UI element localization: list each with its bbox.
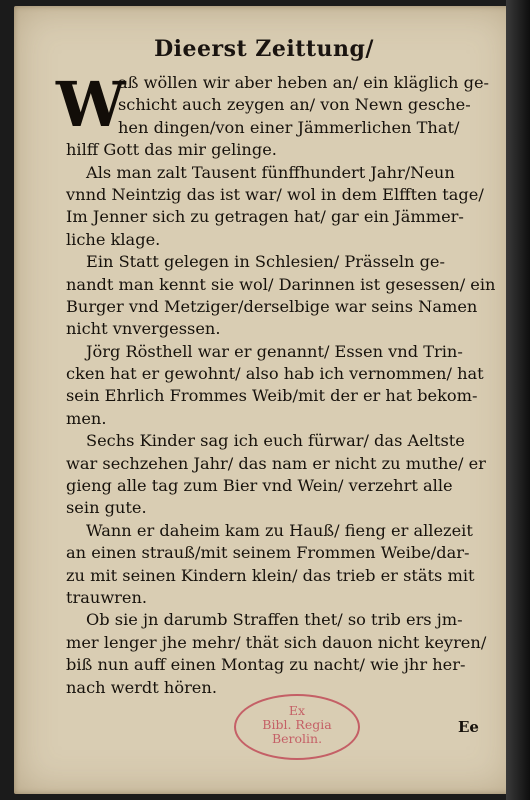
- text-line: nach werdt hören.: [66, 677, 217, 697]
- text-line: men.: [66, 408, 107, 428]
- book-gutter: [506, 0, 530, 800]
- text-line: hilff Gott das mir gelinge.: [66, 140, 277, 160]
- text-line: nandt man kennt sie wol/ Darinnen ist gesessen/ ein: [66, 274, 496, 294]
- text-line: Burger vnd Metziger/derselbige war seins Namen: [66, 296, 478, 316]
- drop-initial: W: [56, 68, 126, 141]
- text-line: war sechzehen Jahr/ das nam er nicht zu muthe/ er: [66, 453, 486, 473]
- text-line: zu mit seinen Kindern klein/ das trieb er stäts mit: [66, 565, 475, 585]
- text-line: trauwren.: [66, 587, 148, 607]
- text-line: liche klage.: [66, 229, 161, 249]
- text-block: [56, 68, 498, 699]
- text-line: Ob sie jn darumb Straffen thet/ so trib ers jm-: [86, 610, 463, 630]
- text-line: Im Jenner sich zu getragen hat/ gar ein Jämmer-: [66, 207, 464, 227]
- library-stamp: [234, 694, 360, 760]
- text-line: Ein Statt gelegen in Schlesien/ Prässeln ge-: [86, 252, 445, 272]
- text-line: cken hat er gewohnt/ also hab ich vernommen/ hat: [66, 364, 484, 384]
- text-line: nicht vnvergessen.: [66, 319, 221, 339]
- stamp-line: Bibl. Regia: [262, 717, 332, 732]
- text-line: sein Ehrlich Frommes Weib/mit der er hat bekom-: [66, 386, 478, 406]
- text-line: hen dingen/von einer Jämmerlichen That/: [118, 117, 460, 137]
- text-line: Jörg Rösthell war er genannt/ Essen vnd Trin-: [86, 341, 463, 361]
- text-line: Als man zalt Tausent fünffhundert Jahr/Neun: [86, 162, 455, 182]
- stamp-line: Berolin.: [271, 731, 323, 746]
- text-line: vnnd Neintzig das ist war/ wol in dem Elfften tage/: [66, 184, 484, 204]
- stamp-line: Ex: [288, 703, 306, 718]
- catchword: Ee: [458, 718, 479, 736]
- book-page: [14, 6, 514, 794]
- text-line: an einen strauß/mit seinem Frommen Weibe/dar-: [66, 543, 470, 563]
- text-line: schicht auch zeygen an/ von Newn gesche-: [118, 95, 471, 115]
- text-line: mer lenger jhe mehr/ thät sich dauon nicht keyren/: [66, 632, 487, 652]
- text-line: aß wöllen wir aber heben an/ ein kläglich ge-: [118, 73, 490, 92]
- text-line: sein gute.: [66, 498, 147, 518]
- text-line: gieng alle tag zum Bier vnd Wein/ verzehrt alle: [66, 476, 453, 496]
- page-title: Dieerst Zeittung/: [154, 36, 374, 62]
- text-line: biß nun auff einen Montag zu nacht/ wie jhr her-: [66, 655, 466, 675]
- text-line: Wann er daheim kam zu Hauß/ fieng er allezeit: [86, 520, 473, 540]
- text-line: Sechs Kinder sag ich euch fürwar/ das Aeltste: [86, 431, 465, 451]
